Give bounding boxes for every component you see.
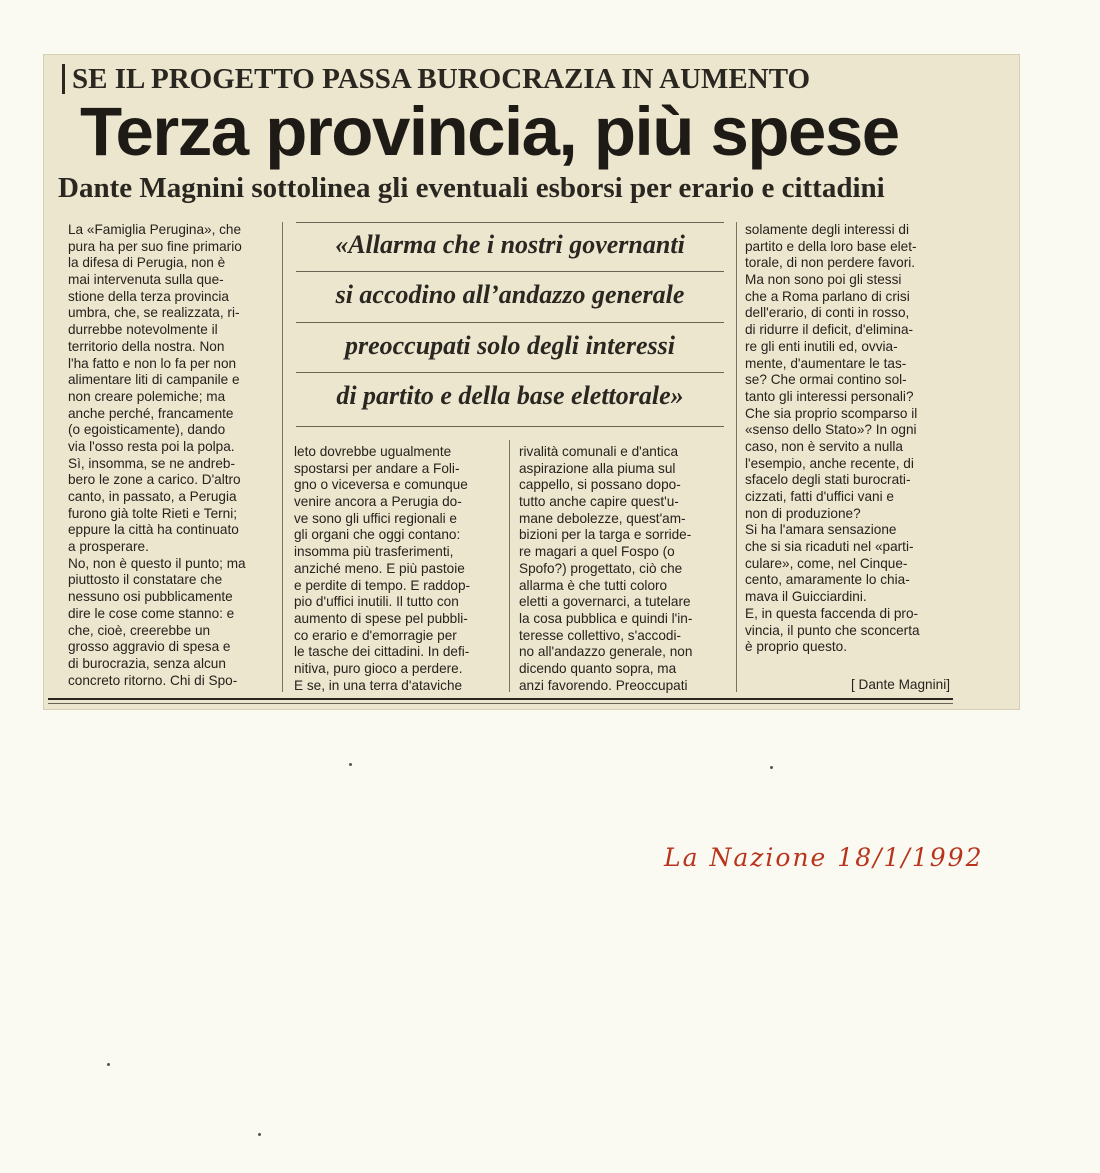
article-text-line: l'ha fatto e non lo fa per non bbox=[68, 355, 237, 371]
article-text-line: eletti a governarci, a tutelare bbox=[519, 594, 691, 610]
article-subhead: Dante Magnini sottolinea gli eventuali esborsi per erario e cittadini bbox=[58, 172, 885, 204]
article-text-line: culare», come, nel Cinque- bbox=[745, 555, 908, 571]
article-text-line: partito e della loro base elet- bbox=[745, 238, 917, 254]
article-text-line: torale, di non perdere favori. bbox=[745, 255, 916, 271]
article-text-line: e perdite di tempo. E raddop- bbox=[294, 577, 471, 593]
article-text-line: umbra, che, se realizzata, ri- bbox=[68, 305, 240, 321]
article-text-line: ve sono gli uffici regionali e bbox=[294, 510, 457, 526]
handwritten-source-note: La Nazione 18/1/1992 bbox=[664, 843, 984, 872]
article-text-line: nessuno osi pubblicamente bbox=[68, 589, 233, 605]
article-text-line: sfacelo degli stati burocrati- bbox=[745, 472, 911, 488]
article-text-line: No, non è questo il punto; ma bbox=[68, 555, 246, 571]
article-text-line: di burocrazia, senza alcun bbox=[68, 655, 226, 671]
article-headline: Terza provincia, più spese bbox=[80, 93, 899, 170]
article-text-line: non di produzione? bbox=[745, 505, 861, 521]
clipping-bottom-rule bbox=[48, 698, 953, 700]
article-column-2 bbox=[294, 444, 501, 694]
article-text-line: Ma non sono poi gli stessi bbox=[745, 272, 902, 288]
article-text-line: no all'andazzo generale, non bbox=[519, 644, 693, 660]
article-text-line: solamente degli interessi di bbox=[745, 222, 909, 237]
article-text-line: eppure la città ha continuato bbox=[68, 522, 239, 538]
article-text-line: mente, d'aumentare le tas- bbox=[745, 355, 907, 371]
article-text-line: Che sia proprio scomparso il bbox=[745, 405, 918, 421]
article-text-line: è proprio questo. bbox=[745, 639, 848, 655]
article-kicker: SE IL PROGETTO PASSA BUROCRAZIA IN AUMENTO bbox=[72, 63, 811, 95]
article-text-line: mava il Guicciardini. bbox=[745, 589, 867, 605]
article-text-line: La «Famiglia Perugina», che bbox=[68, 222, 242, 237]
article-text-line: allarma è che tutti coloro bbox=[519, 577, 668, 593]
article-column-4 bbox=[745, 222, 951, 656]
article-text-line: canto, in passato, a Perugia bbox=[68, 489, 237, 504]
column-divider bbox=[509, 440, 510, 692]
article-text-line: dire le cose come stanno: e bbox=[68, 605, 235, 621]
article-text-line: Sì, insomma, se ne andreb- bbox=[68, 455, 235, 471]
article-text-line: rivalità comunali e d'antica bbox=[519, 444, 679, 459]
article-text-line: nitiva, puro gioco a perdere. bbox=[294, 660, 463, 676]
article-text-line: dicendo quanto sopra, ma bbox=[519, 660, 677, 676]
article-text-line: pio d'uffici inutili. Il tutto con bbox=[294, 594, 459, 610]
article-text-line: pura ha per suo fine primario bbox=[68, 238, 242, 254]
paper-speck bbox=[349, 763, 352, 766]
pull-quote bbox=[296, 220, 724, 430]
article-text-line: anziché meno. E più pastoie bbox=[294, 560, 465, 576]
article-text-line: cappello, si possano dopo- bbox=[519, 477, 681, 493]
article-text-line: venire ancora a Perugia do- bbox=[294, 494, 462, 510]
article-text-line: re magari a quel Fospo (o bbox=[519, 544, 675, 560]
article-text-line: stione della terza provincia bbox=[68, 288, 229, 304]
article-text-line: caso, non è servito a nulla bbox=[745, 438, 903, 454]
article-text-line: la difesa di Perugia, non è bbox=[68, 255, 226, 271]
article-text-line: re gli enti inutili ed, ovvia- bbox=[745, 338, 898, 354]
paper-speck bbox=[107, 1063, 110, 1066]
kicker-rule bbox=[62, 64, 65, 94]
article-text-line: teresse collettivo, s'accodi- bbox=[519, 627, 682, 643]
pull-quote-line: preoccupati solo degli interessi bbox=[344, 331, 676, 360]
paper-speck bbox=[770, 766, 773, 769]
pull-quote-rule bbox=[296, 271, 724, 272]
article-text-line: aspirazione alla piuma sul bbox=[519, 460, 676, 476]
paper-speck bbox=[258, 1133, 261, 1136]
article-text-line: tanto gli interessi personali? bbox=[745, 388, 914, 404]
article-text-line: anzi favorendo. Preoccupati bbox=[519, 677, 688, 693]
article-text-line: di ridurre il deficit, d'elimina- bbox=[745, 322, 914, 338]
article-text-line: che, cioè, creerebbe un bbox=[68, 622, 211, 638]
article-text-line: piuttosto il constatare che bbox=[68, 572, 223, 588]
article-text-line: gno o viceversa e comunque bbox=[294, 477, 468, 493]
article-text-line: che si sia ricaduti nel «parti- bbox=[745, 539, 914, 555]
article-text-line: co erario e d'emorragie per bbox=[294, 627, 457, 643]
article-text-line: insomma più trasferimenti, bbox=[294, 544, 454, 560]
article-text-line: mai intervenuta sulla que- bbox=[68, 272, 224, 288]
article-text-line: bizioni per la targa e sorride- bbox=[519, 527, 692, 543]
article-text-line: vincia, il punto che sconcerta bbox=[745, 622, 920, 638]
article-text-line: se? Che ormai contino sol- bbox=[745, 372, 907, 388]
article-text-line: gli organi che oggi contano: bbox=[294, 527, 461, 543]
column-divider bbox=[282, 222, 283, 692]
article-text-line: cizzati, fatti d'uffici vani e bbox=[745, 489, 894, 504]
article-text-line: bero le zone a carico. D'altro bbox=[68, 472, 241, 488]
pull-quote-rule bbox=[296, 426, 724, 427]
article-text-line: (o egoisticamente), dando bbox=[68, 422, 226, 438]
article-text-line: Spofo?) progettato, ciò che bbox=[519, 560, 683, 576]
article-text-line: dell'erario, di conti in rosso, bbox=[745, 305, 910, 321]
article-text-line: grosso aggravio di spesa e bbox=[68, 639, 231, 655]
pull-quote-line: si accodino all’andazzo generale bbox=[335, 280, 685, 309]
article-text-line: furono già tolte Rieti e Terni; bbox=[68, 505, 238, 521]
article-text-line: via l'osso resta poi la polpa. bbox=[68, 438, 235, 454]
pull-quote-line: «Allarma che i nostri governanti bbox=[335, 230, 685, 259]
article-text-line: a prosperare. bbox=[68, 539, 149, 555]
pull-quote-line: di partito e della base elettorale» bbox=[336, 381, 684, 410]
article-text-line: che a Roma parlano di crisi bbox=[745, 288, 910, 304]
article-text-line: mane debolezze, quest'am- bbox=[519, 510, 686, 526]
article-text-line: cento, amaramente lo chia- bbox=[745, 572, 910, 588]
article-text-line: le tasche dei cittadini. In defi- bbox=[294, 644, 470, 660]
article-text-line: territorio della nostra. Non bbox=[68, 338, 225, 354]
pull-quote-rule bbox=[296, 372, 724, 373]
article-text-line: spostarsi per andare a Foli- bbox=[294, 460, 460, 476]
article-text-line: l'esempio, anche recente, di bbox=[745, 455, 914, 471]
article-text-line: tutto anche capire quest'u- bbox=[519, 494, 679, 510]
article-text-line: concreto ritorno. Chi di Spo- bbox=[68, 672, 238, 688]
pull-quote-rule bbox=[296, 322, 724, 323]
clipping-bottom-rule bbox=[48, 703, 953, 704]
article-text-line: anche perché, francamente bbox=[68, 405, 234, 421]
article-text-line: aumento di spese pel pubbli- bbox=[294, 610, 468, 626]
article-text-line: «senso dello Stato»? In ogni bbox=[745, 422, 917, 438]
article-text-line: leto dovrebbe ugualmente bbox=[294, 444, 452, 459]
article-text-line: durrebbe notevolmente il bbox=[68, 322, 218, 338]
article-text-line: Si ha l'amara sensazione bbox=[745, 522, 897, 538]
article-text-line: E, in questa faccenda di pro- bbox=[745, 605, 919, 621]
article-column-3 bbox=[519, 444, 725, 694]
article-signature: [ Dante Magnini] bbox=[851, 677, 950, 692]
article-column-1 bbox=[68, 222, 274, 689]
article-text-line: E se, in una terra d'ataviche bbox=[294, 677, 463, 693]
column-divider bbox=[736, 222, 737, 692]
pull-quote-rule bbox=[296, 222, 724, 223]
article-text-line: alimentare liti di campanile e bbox=[68, 372, 240, 388]
article-text-line: non creare polemiche; ma bbox=[68, 388, 226, 404]
article-text-line: la cosa pubblica e quindi l'in- bbox=[519, 610, 693, 626]
